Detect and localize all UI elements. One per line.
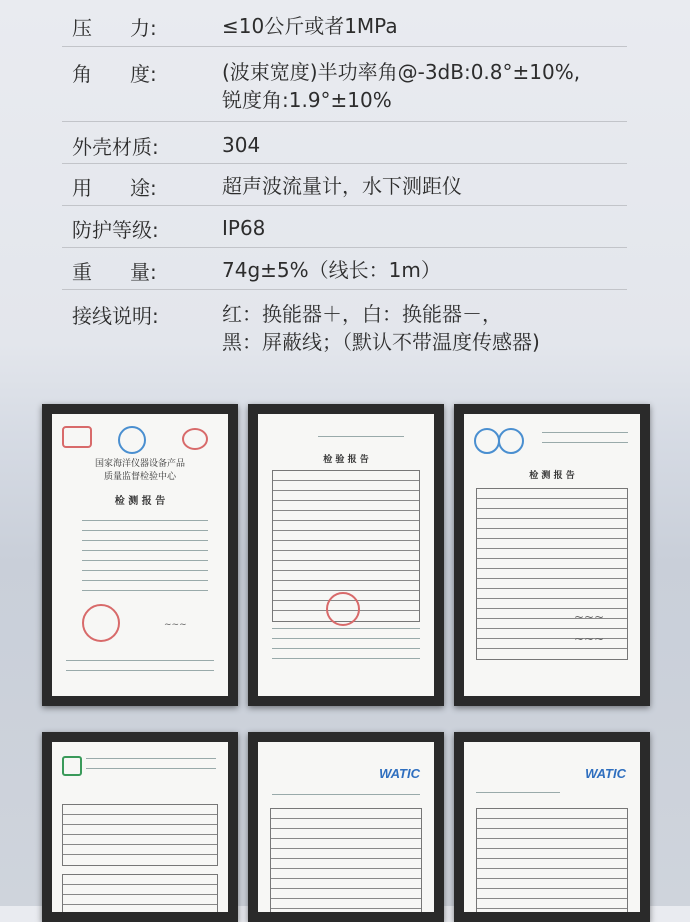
certificate-text-lines	[272, 628, 420, 668]
spec-label: 角	[72, 62, 92, 86]
certificate-header-lines	[476, 792, 560, 802]
official-seal-icon	[82, 604, 120, 642]
watic-logo: WATIC	[585, 766, 626, 781]
cnas-logo-icon	[498, 428, 524, 454]
spec-label: 压	[72, 16, 92, 40]
spec-value: 74g±5%（线长：1m）	[222, 258, 441, 282]
spec-row-pressure	[62, 0, 627, 47]
cnas-logo-icon	[118, 426, 146, 454]
certificate-paper	[464, 742, 640, 912]
spec-label: 度:	[130, 62, 157, 86]
cma-logo-icon	[62, 426, 92, 448]
certificate-table	[62, 874, 218, 912]
spec-value: ≤10公斤或者1MPa	[222, 14, 398, 38]
signature: ~~~	[164, 620, 187, 630]
certificate-title: 检 测 报 告	[114, 496, 166, 507]
spec-row-angle	[62, 47, 627, 122]
certificate-text-lines	[82, 520, 208, 600]
certificate-footer-lines	[66, 660, 214, 680]
certificate-table	[62, 804, 218, 866]
certificate-paper	[258, 742, 434, 912]
spec-label: 外壳材质:	[72, 135, 159, 159]
certificate-table	[270, 808, 422, 912]
certificate-header-lines	[542, 432, 628, 452]
certificate-paper	[464, 414, 640, 696]
certificate-paper	[52, 742, 228, 912]
spec-label: 防护等级:	[72, 218, 159, 242]
spec-value: 红：换能器＋，白：换能器－，	[222, 302, 502, 326]
spec-value: 超声波流量计，水下测距仪	[222, 174, 462, 198]
spec-value-line2: 黑：屏蔽线；（默认不带温度传感器)	[222, 330, 540, 354]
spec-table	[62, 0, 627, 360]
spec-label: 用	[72, 176, 92, 200]
certificate-paper	[52, 414, 228, 696]
spec-value: (波束宽度)半功率角@-3dB:0.8°±10%,	[222, 60, 581, 84]
spec-label: 接线说明:	[72, 304, 159, 328]
certificate-org-line2: 质量监督检验中心	[103, 472, 176, 482]
lab-logo-icon	[62, 756, 82, 776]
certificate-frame	[454, 404, 650, 706]
certificate-frame	[42, 404, 238, 706]
official-seal-icon	[326, 592, 360, 626]
certificate-frame	[42, 732, 238, 922]
spec-label: 重	[72, 260, 92, 284]
certificate-header-lines	[86, 758, 216, 778]
spec-value-line2: 锐度角:1.9°±10%	[222, 88, 392, 112]
spec-row-material	[62, 122, 627, 164]
spec-value: 304	[222, 133, 261, 157]
certificate-paper	[258, 414, 434, 696]
certificate-table	[476, 488, 628, 660]
spec-label: 力:	[130, 16, 157, 40]
certificate-title: 检 验 报 告	[323, 455, 369, 465]
signature: ~~~	[574, 610, 605, 624]
spec-row-usage	[62, 164, 627, 206]
certificate-header-lines	[272, 794, 420, 804]
spec-label: 量:	[130, 260, 157, 284]
spec-label: 途:	[130, 176, 157, 200]
cal-logo-icon	[182, 428, 208, 450]
spec-row-wiring	[62, 290, 627, 360]
watic-logo: WATIC	[379, 766, 420, 781]
certificate-frame	[454, 732, 650, 922]
certificate-title: 检 测 报 告	[529, 471, 575, 481]
spec-row-weight	[62, 248, 627, 290]
certificate-frame	[248, 404, 444, 706]
certificate-table	[476, 808, 628, 912]
spec-value: IP68	[222, 216, 266, 240]
signature: ~~~	[574, 632, 605, 646]
certificate-org-line1: 国家海洋仪器设备产品	[94, 459, 185, 469]
spec-row-protection	[62, 206, 627, 248]
ilac-logo-icon	[474, 428, 500, 454]
certificate-header-line	[318, 436, 404, 446]
certificate-frame	[248, 732, 444, 922]
